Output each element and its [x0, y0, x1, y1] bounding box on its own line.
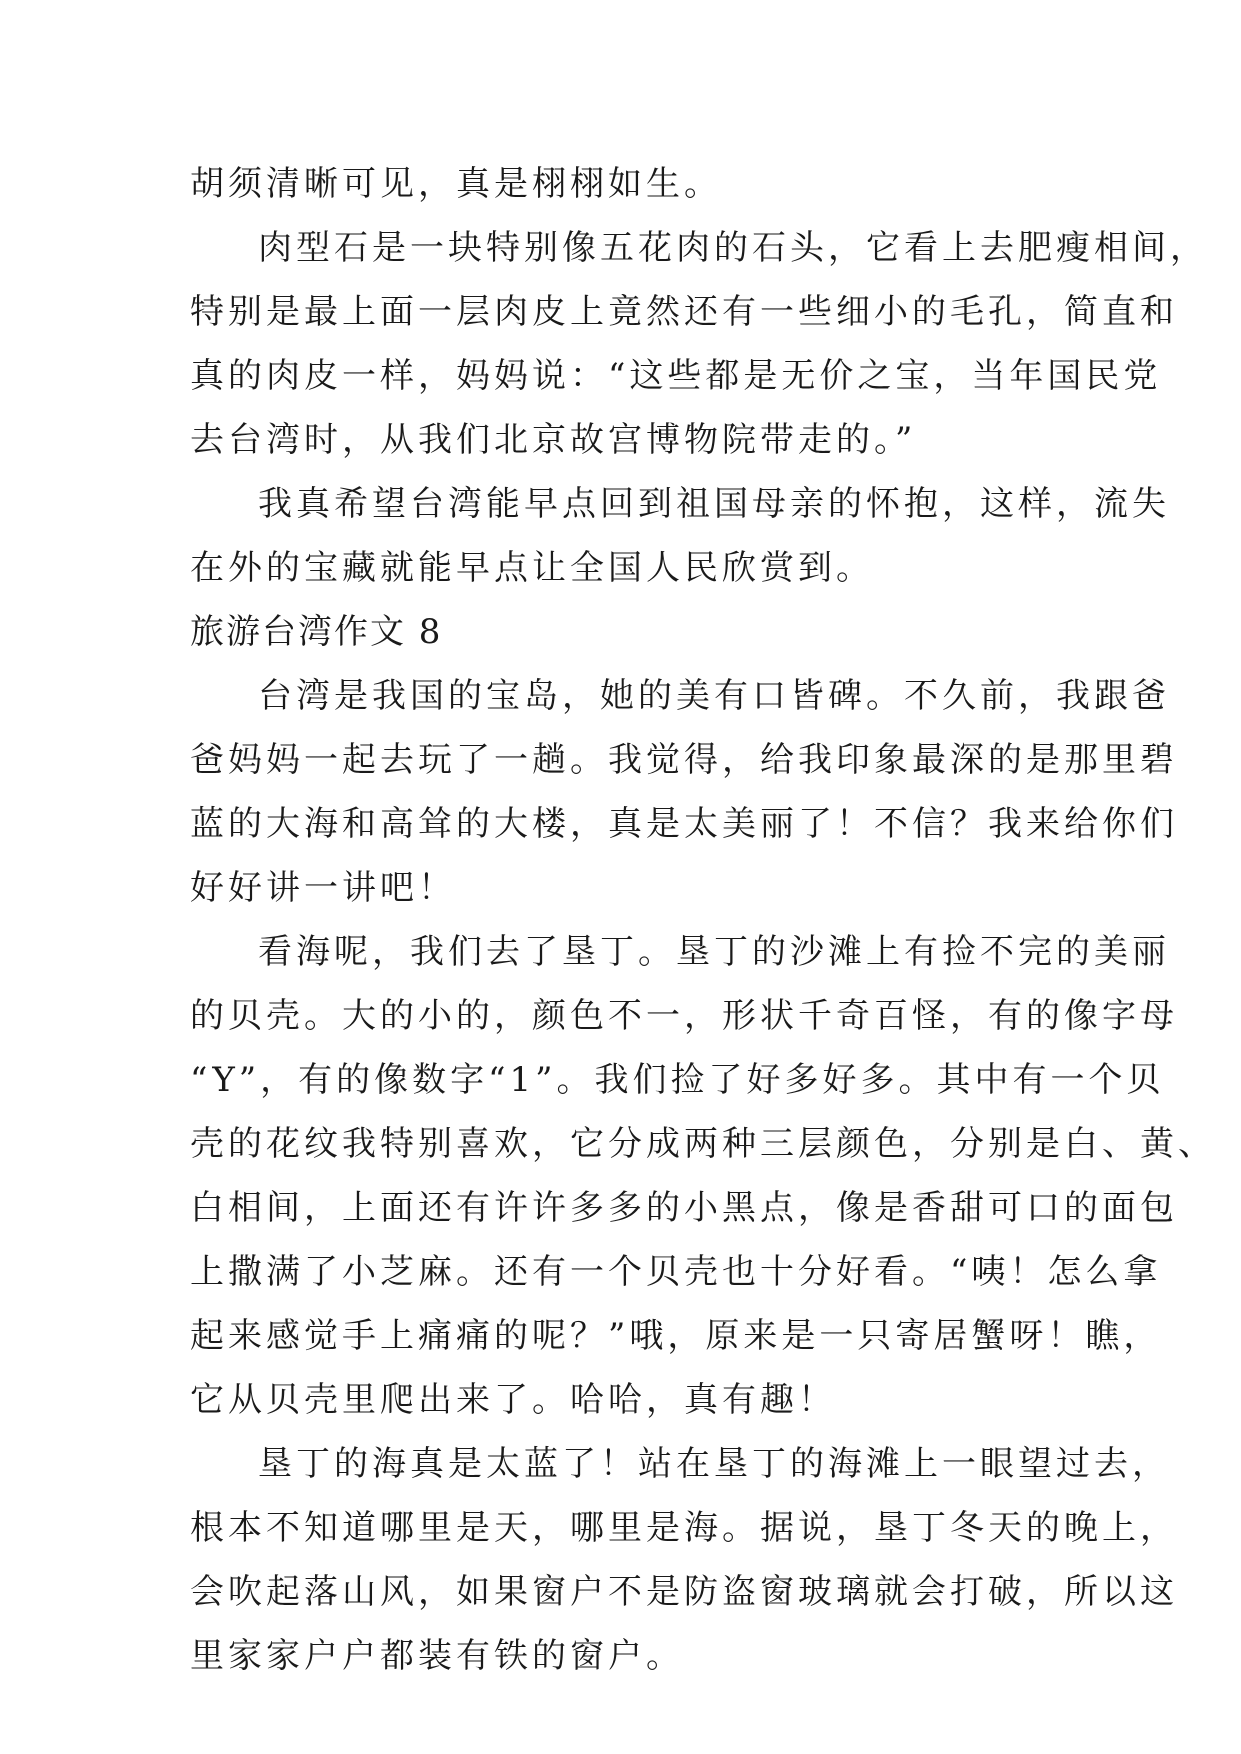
paragraph-line: 里家家户户都装有铁的窗户。	[190, 1636, 684, 1676]
paragraph-line: 真的肉皮一样，妈妈说：“这些都是无价之宝，当年国民党	[190, 356, 1162, 396]
paragraph-line: 垦丁的海真是太蓝了！站在垦丁的海滩上一眼望过去，	[258, 1444, 1170, 1484]
paragraph-line: 台湾是我国的宝岛，她的美有口皆碑。不久前，我跟爸	[258, 676, 1170, 716]
paragraph-line: 爸妈妈一起去玩了一趟。我觉得，给我印象最深的是那里碧	[190, 740, 1178, 780]
document-page	[190, 152, 1216, 1688]
paragraph-line: 它从贝壳里爬出来了。哈哈，真有趣！	[190, 1380, 836, 1420]
paragraph-line: 在外的宝藏就能早点让全国人民欣赏到。	[190, 548, 874, 588]
paragraph-line: 会吹起落山风，如果窗户不是防盗窗玻璃就会打破，所以这	[190, 1572, 1178, 1612]
paragraph-line: 上撒满了小芝麻。还有一个贝壳也十分好看。“咦！怎么拿	[190, 1252, 1162, 1292]
section-heading: 旅游台湾作文 8	[190, 612, 443, 652]
paragraph-line: 起来感觉手上痛痛的呢？”哦，原来是一只寄居蟹呀！瞧，	[190, 1316, 1162, 1356]
paragraph-line: 蓝的大海和高耸的大楼，真是太美丽了！不信？我来给你们	[190, 804, 1178, 844]
paragraph-line: 根本不知道哪里是天，哪里是海。据说，垦丁冬天的晚上，	[190, 1508, 1178, 1548]
paragraph-line: 看海呢，我们去了垦丁。垦丁的沙滩上有捡不完的美丽	[258, 932, 1170, 972]
paragraph-line: “Y”，有的像数字“1”。我们捡了好多好多。其中有一个贝	[190, 1060, 1165, 1100]
paragraph-line: 特别是最上面一层肉皮上竟然还有一些细小的毛孔，简直和	[190, 292, 1178, 332]
paragraph-line: 壳的花纹我特别喜欢，它分成两种三层颜色，分别是白、黄、	[190, 1124, 1216, 1164]
paragraph-line: 胡须清晰可见，真是栩栩如生。	[190, 164, 722, 204]
paragraph-line: 的贝壳。大的小的，颜色不一，形状千奇百怪，有的像字母	[190, 996, 1178, 1036]
paragraph-line: 白相间，上面还有许许多多的小黑点，像是香甜可口的面包	[190, 1188, 1178, 1228]
paragraph-line: 去台湾时，从我们北京故宫博物院带走的。”	[190, 420, 917, 460]
paragraph-line: 我真希望台湾能早点回到祖国母亲的怀抱，这样，流失	[258, 484, 1170, 524]
paragraph-line: 好好讲一讲吧！	[190, 868, 456, 908]
paragraph-line: 肉型石是一块特别像五花肉的石头，它看上去肥瘦相间，	[258, 228, 1208, 268]
